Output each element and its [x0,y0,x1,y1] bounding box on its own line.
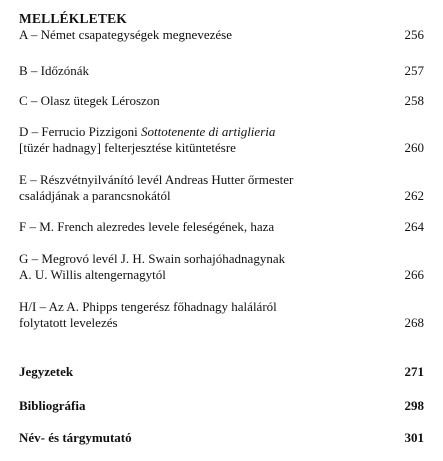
toc-page-number: 256 [404,27,424,42]
toc-entry-e [19,172,424,204]
toc-entry-text: Jegyzetek [19,364,74,379]
toc-page-number: 262 [404,188,424,203]
toc-page-number: 257 [404,63,424,78]
toc-entry-line1: E – Részvétnyilvánító levél Andreas Hutter őrmester [19,172,294,187]
toc-page-number: 260 [404,140,424,155]
toc-page-number: 258 [404,93,424,108]
toc-entry-c [19,93,424,109]
toc-entry-f [19,219,424,235]
toc-entry-text: B – Időzónák [19,63,90,78]
toc-entry-a [19,27,424,43]
toc-page-number: 301 [404,430,424,445]
toc-entry-text [19,172,424,204]
toc-entry-text: Bibliográfia [19,398,86,413]
toc-entry-d [19,124,424,156]
toc-entry-bibliografia [19,398,424,414]
toc-entry-b [19,63,424,79]
toc-entry-prefix: D – Ferrucio Pizzigoni [19,124,142,139]
toc-entry-italic-title: Sottotenente di artiglieria [141,124,276,139]
toc-entry-line1: H/I – Az A. Phipps tengerész főhadnagy haláláról [19,299,277,314]
toc-entry-line1: G – Megrovó levél J. H. Swain sorhajóhadnagynak [19,251,286,266]
toc-entry-line2: folytatott levelezés [19,315,118,330]
toc-heading: MELLÉKLETEK [19,11,127,26]
toc-entry-hi [19,299,424,331]
toc-entry-nevmutato [19,430,424,446]
toc-entry-text: A – Német csapategységek megnevezése [19,27,232,42]
toc-entry-line2: családjának a parancsnokától [19,188,171,203]
toc-page-number: 268 [404,315,424,330]
toc-entry-text: C – Olasz ütegek Léroszon [19,93,160,108]
toc-entry-text [19,251,424,283]
toc-entry-line2: [tüzér hadnagy] felterjesztése kitüntetésre [19,140,236,155]
toc-page-number: 298 [404,398,424,413]
toc-entry-line2: A. U. Willis altengernagytól [19,267,166,282]
toc-page-number: 266 [404,267,424,282]
toc-entry-text [19,124,424,156]
toc-entry-text [19,299,424,331]
toc-entry-g [19,251,424,283]
toc-entry-jegyzetek [19,364,424,380]
toc-entry-text: F – M. French alezredes levele feleségének, haza [19,219,275,234]
toc-entry-text: Név- és tárgymutató [19,430,132,445]
toc-page-number: 264 [404,219,424,234]
toc-page-number: 271 [404,364,424,379]
